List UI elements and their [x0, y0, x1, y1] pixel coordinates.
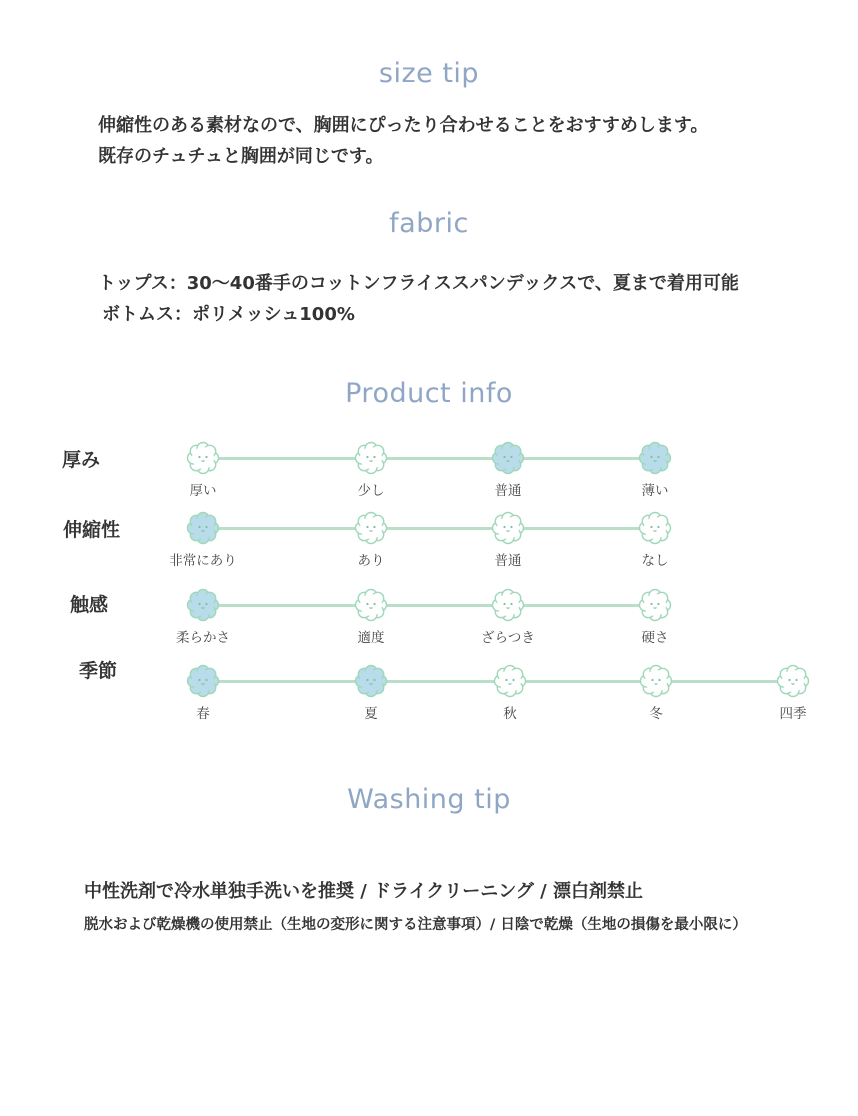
- product-info-row-label: 厚み: [62, 449, 101, 471]
- scale-option-label: 夏: [364, 706, 378, 722]
- washing-tip-line-2: 脱水および乾燥機の使用禁止（生地の変形に関する注意事項）/ 日陰で乾燥（生地の損傷を最小限に）: [84, 917, 747, 933]
- scale-option-label: 普通: [494, 483, 522, 499]
- scale-option-label: 四季: [779, 706, 807, 722]
- scale-line: [203, 457, 655, 460]
- scale-option-label: なし: [641, 553, 669, 569]
- flower-marker-icon: [491, 588, 525, 622]
- size-tip-line-1: 伸縮性のある素材なので、胸囲にぴったり合わせることをおすすめします。: [98, 115, 709, 136]
- flower-marker-icon: [186, 441, 220, 475]
- washing-tip-heading: Washing tip: [347, 784, 511, 815]
- product-info-row-label: 季節: [79, 660, 118, 682]
- washing-tip-line-1: 中性洗剤で冷水単独手洗いを推奨 / ドライクリーニング / 漂白剤禁止: [84, 881, 643, 902]
- scale-option-label: 春: [196, 706, 210, 722]
- scale-option-label: 硬さ: [641, 630, 669, 646]
- product-info-heading: Product info: [345, 378, 513, 409]
- flower-marker-icon: [638, 588, 672, 622]
- size-tip-heading: size tip: [378, 58, 480, 89]
- flower-marker-icon: [638, 511, 672, 545]
- flower-marker-selected-icon: [491, 441, 525, 475]
- scale-option-label: あり: [357, 553, 385, 569]
- flower-marker-icon: [639, 664, 673, 698]
- flower-marker-icon: [354, 441, 388, 475]
- scale-option-label: 薄い: [641, 483, 669, 499]
- scale-option-label: 適度: [357, 630, 385, 646]
- scale-option-label: ざらつき: [481, 630, 535, 646]
- scale-option-label: 非常にあり: [169, 553, 237, 569]
- scale-option-label: 普通: [494, 553, 522, 569]
- flower-marker-selected-icon: [186, 664, 220, 698]
- flower-marker-icon: [354, 588, 388, 622]
- scale-option-label: 柔らかさ: [176, 630, 230, 646]
- product-info-row-label: 触感: [70, 594, 109, 616]
- scale-line: [203, 604, 655, 607]
- flower-marker-icon: [354, 511, 388, 545]
- scale-option-label: 厚い: [189, 483, 217, 499]
- scale-option-label: 秋: [503, 706, 517, 722]
- size-tip-line-2: 既存のチュチュと胸囲が同じです。: [98, 146, 384, 167]
- scale-line: [203, 527, 655, 530]
- product-info-row-label: 伸縮性: [63, 519, 121, 541]
- flower-marker-selected-icon: [638, 441, 672, 475]
- flower-marker-icon: [493, 664, 527, 698]
- flower-marker-selected-icon: [186, 588, 220, 622]
- flower-marker-icon: [776, 664, 810, 698]
- flower-marker-selected-icon: [186, 511, 220, 545]
- flower-marker-icon: [491, 511, 525, 545]
- fabric-heading: fabric: [389, 208, 469, 239]
- scale-option-label: 少し: [357, 483, 385, 499]
- fabric-line-1: トップス：30〜40番手のコットンフライススパンデックスで、夏まで着用可能: [98, 273, 739, 294]
- scale-option-label: 冬: [649, 706, 663, 722]
- fabric-line-2: ボトムス：ポリメッシュ100%: [102, 304, 355, 325]
- flower-marker-selected-icon: [354, 664, 388, 698]
